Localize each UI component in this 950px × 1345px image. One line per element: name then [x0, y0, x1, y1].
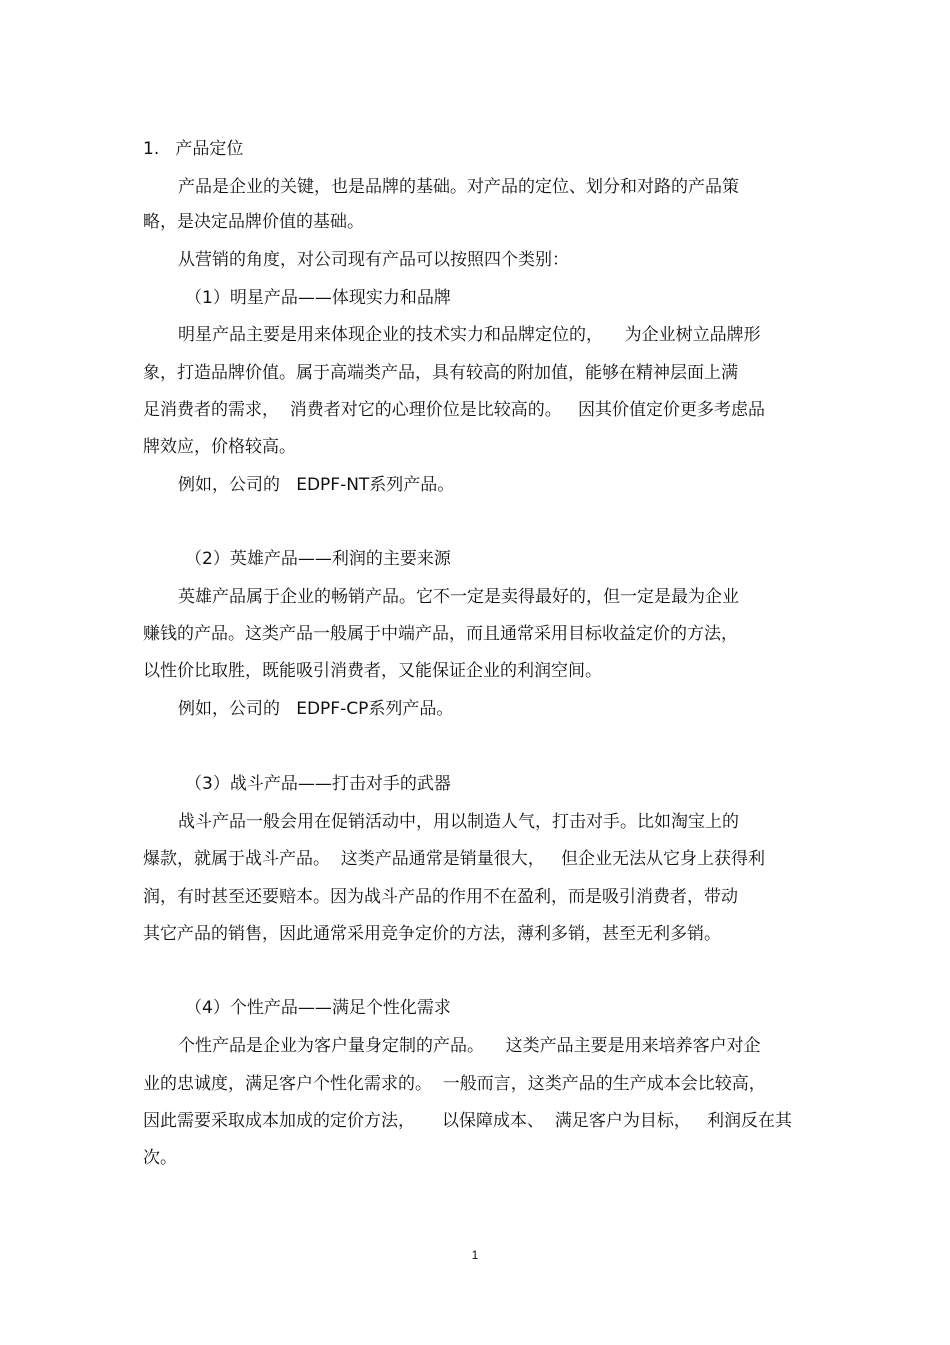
paragraph-line: 以性价比取胜，既能吸引消费者，又能保证企业的利润空间。: [143, 661, 602, 681]
paragraph-line: 明星产品主要是用来体现企业的技术实力和品牌定位的， 为企业树立品牌形: [178, 325, 761, 345]
paragraph-line: 润，有时甚至还要赔本。因为战斗产品的作用不在盈利，而是吸引消费者，带动: [143, 887, 738, 907]
example-line: 例如，公司的 EDPF-NT系列产品。: [178, 475, 455, 495]
paragraph-line: 略，是决定品牌价值的基础。: [143, 212, 364, 232]
paragraph-line: 个性产品是企业为客户量身定制的产品。 这类产品主要是用来培养客户对企: [178, 1036, 761, 1056]
paragraph-line: 牌效应，价格较高。: [143, 437, 296, 457]
page-number: 1: [471, 1248, 479, 1262]
section-heading: 1. 产品定位: [143, 139, 244, 159]
paragraph-line: 爆款，就属于战斗产品。 这类产品通常是销量很大， 但企业无法从它身上获得利: [143, 849, 766, 869]
example-line: 例如，公司的 EDPF-CP系列产品。: [178, 699, 454, 719]
paragraph-line: 英雄产品属于企业的畅销产品。它不一定是卖得最好的，但一定是最为企业: [178, 587, 739, 607]
paragraph-line: 次。: [143, 1148, 177, 1168]
paragraph-line: 足消费者的需求， 消费者对它的心理价位是比较高的。 因其价值定价更多考虑品: [143, 400, 766, 420]
paragraph-line: 业的忠诚度，满足客户个性化需求的。 一般而言，这类产品的生产成本会比较高，: [143, 1074, 766, 1094]
subsection-heading-fighter: （3）战斗产品——打击对手的武器: [185, 774, 451, 794]
paragraph-line: 从营销的角度，对公司现有产品可以按照四个类别：: [178, 250, 569, 270]
paragraph-line: 其它产品的销售，因此通常采用竞争定价的方法，薄利多销，甚至无利多销。: [143, 924, 721, 944]
paragraph-line: 产品是企业的关键，也是品牌的基础。对产品的定位、划分和对路的产品策: [178, 177, 739, 197]
subsection-heading-personal: （4）个性产品——满足个性化需求: [185, 998, 451, 1018]
paragraph-line: 象，打造品牌价值。属于高端类产品，具有较高的附加值，能够在精神层面上满: [143, 363, 738, 383]
paragraph-line: 赚钱的产品。这类产品一般属于中端产品，而且通常采用目标收益定价的方法，: [143, 624, 738, 644]
paragraph-line: 因此需要采取成本加成的定价方法， 以保障成本、 满足客户为目标， 利润反在其: [143, 1111, 793, 1131]
subsection-heading-hero: （2）英雄产品——利润的主要来源: [185, 549, 451, 569]
paragraph-line: 战斗产品一般会用在促销活动中，用以制造人气，打击对手。比如淘宝上的: [178, 812, 739, 832]
subsection-heading-star: （1）明星产品——体现实力和品牌: [185, 288, 451, 308]
